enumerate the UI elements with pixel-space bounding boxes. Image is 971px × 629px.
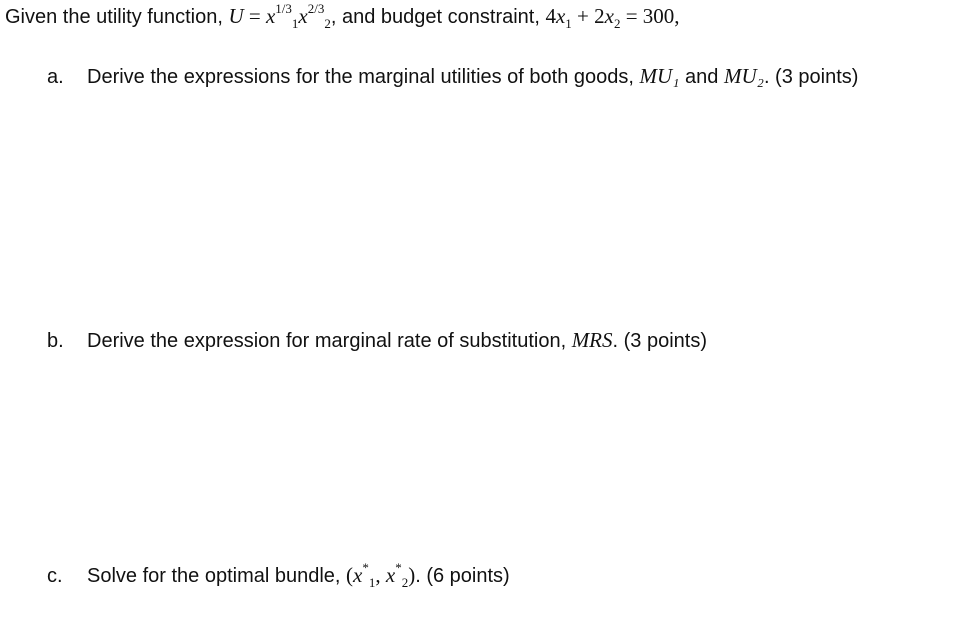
problem-statement (5, 1, 680, 31)
intro-text-start: Given the utility function, (5, 6, 229, 28)
budget-rhs: = 300, (620, 4, 680, 28)
subscript-x1: 1 (291, 16, 299, 31)
utility-var-x2: $x^{2/3}_2$ (298, 1, 331, 31)
bundle-comma: , (375, 563, 386, 587)
plus-sign: + (571, 4, 595, 28)
question-b (47, 328, 707, 353)
question-c (47, 560, 510, 590)
mu2-symbol: MU₂ (723, 64, 764, 88)
utility-var-x1: $x^{1/3}_1$ (265, 1, 299, 31)
exponent-x1: 1/3 (275, 1, 292, 16)
optimal-x1: $x^*_1$ (353, 560, 376, 590)
question-b-text: Derive the expression for marginal rate of substitution, (87, 330, 572, 352)
question-b-marker: b. (47, 330, 64, 352)
optimal-x2: $x^*_2$ (385, 560, 409, 590)
subscript-x2: 2 (324, 16, 331, 31)
question-c-points: . (6 points) (415, 565, 510, 587)
intro-text-mid: , and budget constraint, (330, 6, 546, 28)
bundle-close-paren: ) (408, 563, 416, 587)
question-a-points: . (3 points) (763, 66, 859, 88)
mu1-symbol: MU₁ (639, 64, 680, 88)
bundle-open-paren: ( (346, 563, 354, 587)
budget-coef-1: 4 (545, 4, 556, 28)
question-a-marker: a. (47, 66, 64, 88)
question-a-and: and (679, 66, 724, 88)
budget-var-x1: $x_1$ (555, 4, 572, 31)
utility-symbol: U (228, 4, 244, 28)
question-b-points: . (3 points) (612, 330, 707, 352)
mrs-symbol: MRS (571, 328, 613, 352)
question-a (47, 64, 858, 89)
budget-var-x2: $x_2$ (604, 4, 621, 31)
question-a-text: Derive the expressions for the marginal utilities of both goods, (87, 66, 640, 88)
budget-coef-2: 2 (594, 4, 605, 28)
question-c-marker: c. (47, 565, 63, 587)
exponent-x2: 2/3 (307, 1, 325, 16)
question-c-text: Solve for the optimal bundle, (87, 565, 347, 587)
equals-sign: = (243, 4, 266, 28)
